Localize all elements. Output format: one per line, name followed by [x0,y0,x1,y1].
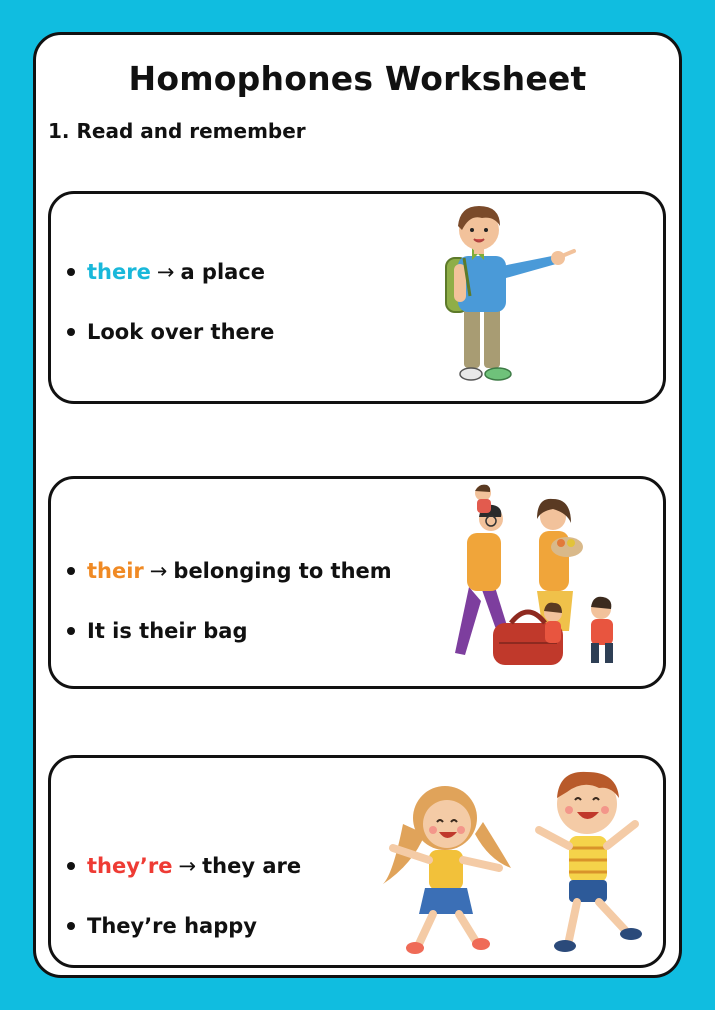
bullet-dot [67,567,75,575]
arrow-icon: → [178,854,197,878]
homophone-word: they’re [87,854,173,878]
definition-line [67,559,392,583]
bullet-dot [67,627,75,635]
boy-pointing-illustration [434,196,584,396]
homophone-word: their [87,559,144,583]
family-with-bag-illustration [441,483,631,681]
meaning-text: a place [180,260,266,284]
example-line [67,619,248,643]
example-line [67,320,274,344]
definition-line [67,260,265,284]
worksheet-title: Homophones Worksheet [128,59,587,98]
bullet-dot [67,328,75,336]
card-theyre [48,755,666,968]
happy-kids-illustration [363,764,655,964]
example-text: They’re happy [87,914,257,938]
arrow-icon: → [156,260,175,284]
meaning-text: belonging to them [173,559,392,583]
example-text: It is their bag [87,619,248,643]
card-their [48,476,666,689]
homophone-word: there [87,260,151,284]
card-there [48,191,666,404]
definition-line [67,854,301,878]
section-heading: 1. Read and remember [48,119,306,143]
bullet-dot [67,922,75,930]
example-line [67,914,257,938]
example-text: Look over there [87,320,275,344]
meaning-text: they are [202,854,302,878]
arrow-icon: → [149,559,168,583]
bullet-dot [67,268,75,276]
bullet-dot [67,862,75,870]
worksheet-sheet [33,32,682,978]
